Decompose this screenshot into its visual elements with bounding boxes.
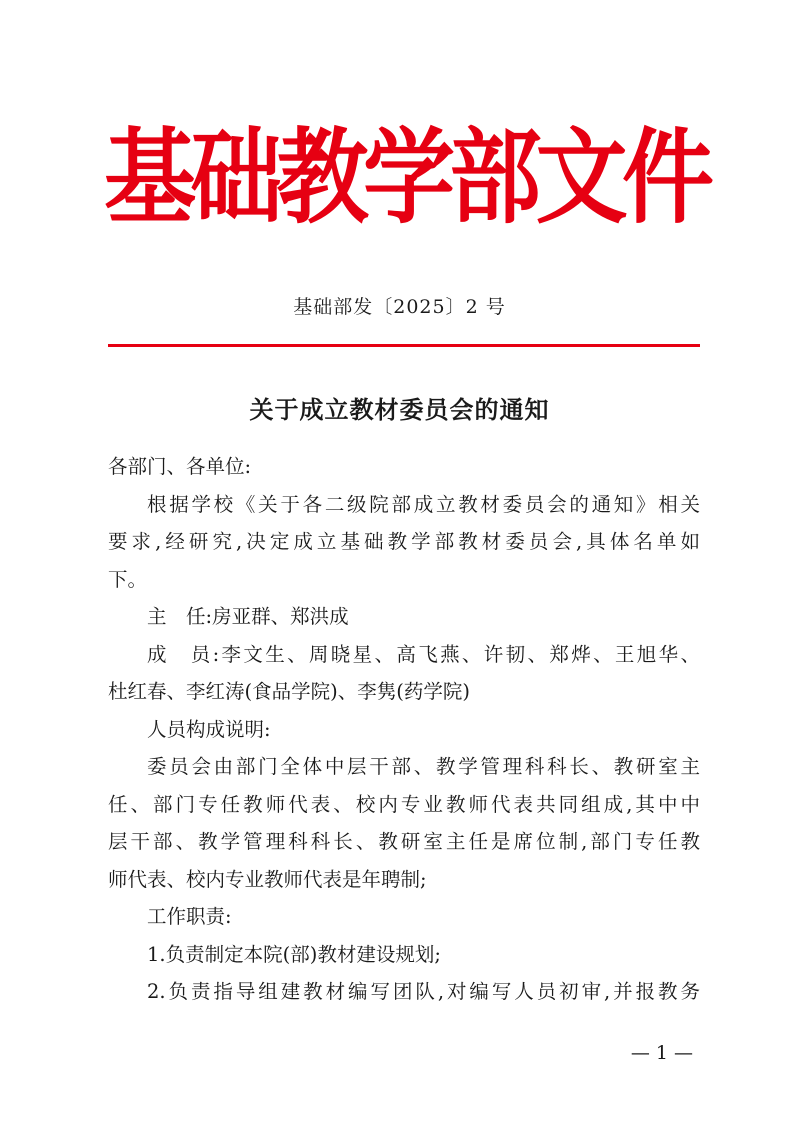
header-char: 教 [276,116,369,238]
document-number: 基础部发〔2025〕2 号 [293,296,506,318]
document-header-title [104,112,714,242]
header-char: 学 [362,116,455,238]
intro-line: 下。 [108,567,148,591]
intro-line: 要求,经研究,决定成立基础教学部教材委员会,具体名单如 [108,530,700,553]
duties-heading: 工作职责: [147,905,232,928]
header-char: 基 [104,116,197,238]
composition-line: 师代表、校内专业教师代表是年聘制; [108,867,427,891]
members-line: 成 员:李文生、周晓星、高飞燕、许韧、郑烨、王旭华、 [147,642,700,666]
duty-item: 1.负责制定本院(部)教材建设规划; [147,942,441,966]
page-number: — 1 — [630,1042,693,1064]
header-char: 件 [621,116,714,238]
duty-item: 2.负责指导组建教材编写团队,对编写人员初审,并报教务 [147,980,700,1003]
header-divider [108,344,700,347]
notice-title: 关于成立教材委员会的通知 [249,395,550,424]
composition-heading: 人员构成说明: [147,717,271,741]
composition-line: 任、部门专任教师代表、校内专业教师代表共同组成,其中中 [108,792,700,816]
header-char: 础 [190,116,283,238]
document-body [108,448,700,1011]
salutation: 各部门、各单位: [108,455,252,478]
header-char: 文 [535,116,628,238]
director-line: 主 任:房亚群、郑洪成 [147,605,349,628]
intro-line: 根据学校《关于各二级院部成立教材委员会的通知》相关 [147,492,700,516]
composition-line: 层干部、教学管理科科长、教研室主任是席位制,部门专任教 [108,830,700,853]
header-char: 部 [449,116,542,238]
composition-line: 委员会由部门全体中层干部、教学管理科科长、教研室主 [147,755,700,778]
members-line: 杜红春、李红涛(食品学院)、李隽(药学院) [108,680,470,703]
